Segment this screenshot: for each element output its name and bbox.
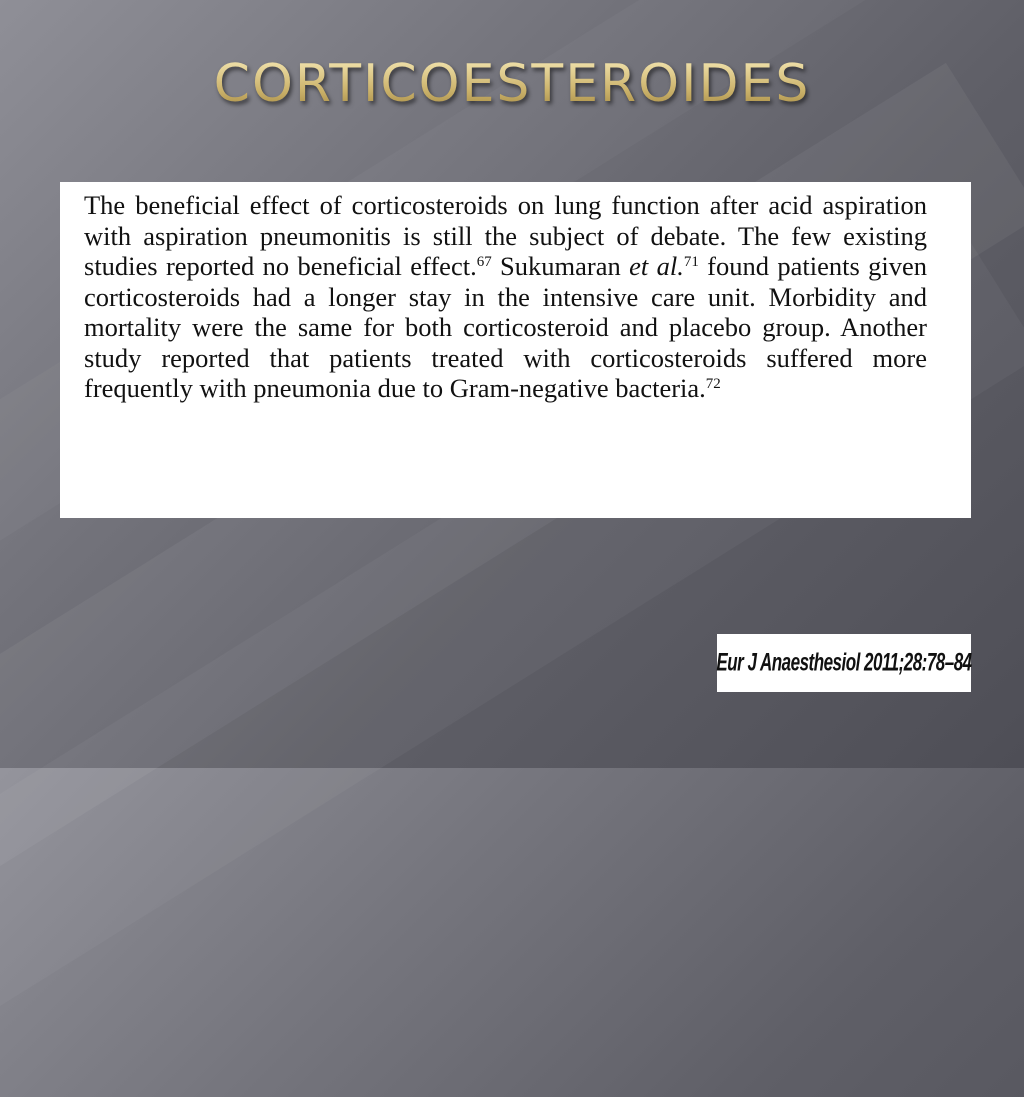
quote-segment: found patients given corticosteroids had a longer stay in the intensive care unit. Morbidity and mortality were the same for both corticosteroid and placebo group. Another study reported that patients treated with corticosteroids suffered more frequently with pneumonia due to Gram-negative bacteria. [84,251,927,403]
citation-text: Eur J Anaesthesiol 2011;28:78–84 [716,648,972,677]
reference-superscript: 67 [476,254,492,270]
quote-paragraph [84,190,927,404]
quote-segment: Sukumaran [491,251,630,281]
et-al-italic: et al. [629,251,684,281]
slide-title: CORTICOESTEROIDES [0,58,1024,110]
quote-segment: The beneficial effect of corticosteroids on lung function after acid aspiration with aspiration pneumonitis is still the subject of debate. The few existing studies reported no beneficial effect. [84,190,927,281]
quote-box [60,182,971,518]
reference-superscript: 71 [683,254,699,270]
reference-superscript: 72 [705,376,721,392]
citation-box [717,634,971,692]
